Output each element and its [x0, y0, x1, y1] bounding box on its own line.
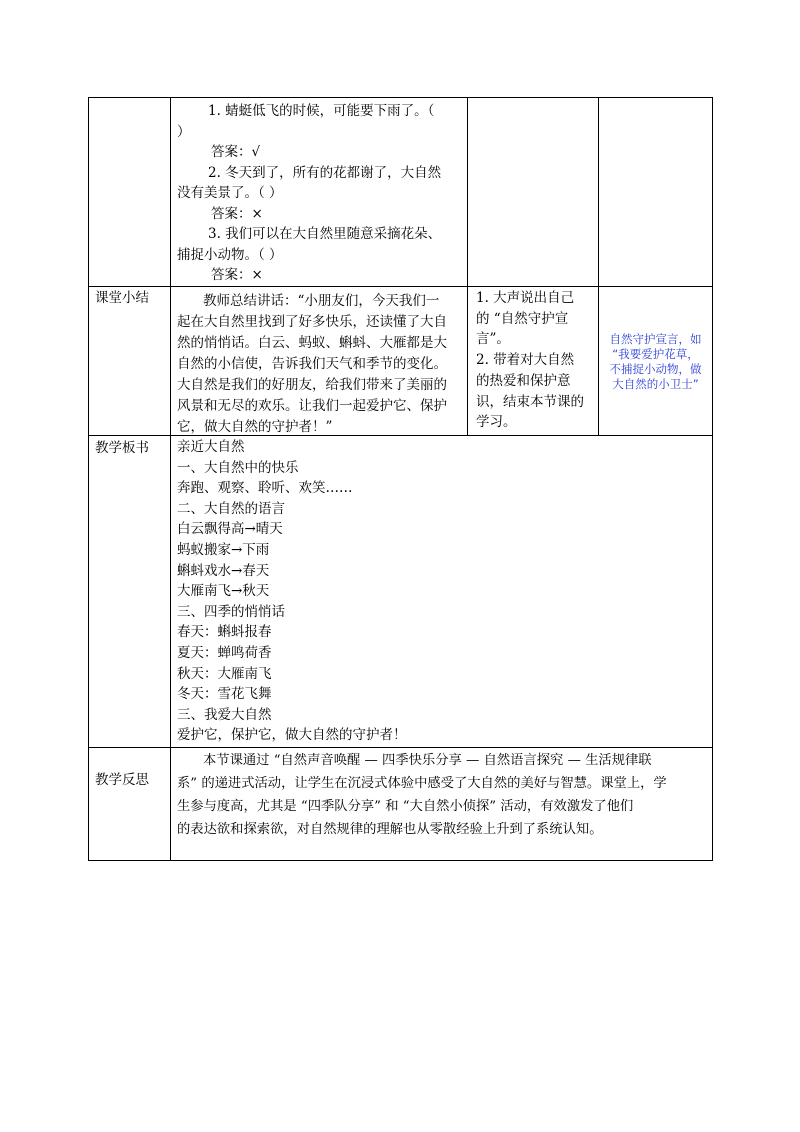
summary-line: 自然的小信使，告诉我们天气和季节的变化。 — [177, 356, 447, 372]
summary-line: 教师总结讲话：“小朋友们，今天我们一 — [203, 293, 440, 309]
quiz-line: 1. 蜻蜓低飞的时候，可能要下雨了。（ — [208, 103, 435, 119]
reflection-line: 系” 的递进式活动，让学生在沉浸式体验中感受了大自然的美好与智慧。课堂上，学 — [177, 776, 667, 791]
blackboard-content — [177, 437, 697, 746]
quiz-answer: 答案：× — [211, 267, 263, 283]
board-line: 爱护它，保护它，做大自然的守护者！ — [177, 727, 407, 744]
board-line: 二、大自然的语言 — [177, 500, 285, 517]
summary-line: 起在大自然里找到了好多快乐，还读懂了大自 — [177, 314, 447, 330]
row-label-summary: 课堂小结 — [95, 290, 149, 306]
student-line: 的热爱和保护意 — [476, 372, 571, 389]
student-line: 识，结束本节课的 — [476, 393, 584, 410]
board-line: 夏天：蝉鸣荷香 — [177, 644, 272, 661]
board-line: 三、我爱大自然 — [177, 706, 272, 723]
quiz-line: 捕捉小动物。（ ） — [177, 246, 283, 263]
reflection-content — [177, 749, 707, 841]
student-line: 1. 大声说出自己 — [476, 290, 575, 306]
reflection-line: 的表达欲和探索欲，对自然规律的理解也从零散经验上升到了系统认知。 — [177, 822, 603, 837]
teacher-summary — [177, 291, 463, 438]
lesson-plan-table — [88, 97, 713, 861]
note-line: 不捕捉小动物，做 — [609, 362, 702, 376]
board-line: 秋天：大雁南飞 — [177, 665, 272, 682]
reflection-line: 生参与度高，尤其是 “四季队分享” 和 “大自然小侦探” 活动，有效激发了他们 — [177, 799, 634, 814]
board-line: 冬天：雪花飞舞 — [177, 686, 272, 703]
board-line: 一、大自然中的快乐 — [177, 459, 299, 476]
student-line: 学习。 — [476, 414, 517, 431]
quiz-line: 2. 冬天到了，所有的花都谢了，大自然 — [208, 164, 442, 181]
student-line: 言”。 — [476, 331, 510, 348]
column-divider — [467, 98, 468, 435]
note-line: “我要爱护花草， — [612, 347, 699, 361]
row-label-reflection: 教学反思 — [95, 772, 149, 788]
board-line: 大雁南飞→秋天 — [177, 583, 270, 600]
quiz-answer: 答案：√ — [211, 144, 261, 160]
board-line: 三、四季的悄悄话 — [177, 603, 285, 620]
row-label-board: 教学板书 — [95, 440, 149, 456]
board-line: 奔跑、观察、聆听、欢笑…… — [177, 480, 353, 497]
note-line: 自然守护宣言，如 — [609, 332, 702, 346]
board-title: 亲近大自然 — [177, 439, 245, 455]
row-divider — [89, 286, 712, 287]
board-line: 蝌蚪戏水→春天 — [177, 562, 270, 579]
reflection-line: 本节课通过 “自然声音唤醒 — 四季快乐分享 — 自然语言探究 — 生活规律联 — [203, 753, 652, 768]
row-divider — [89, 747, 712, 748]
board-line: 白云飘得高→晴天 — [177, 521, 283, 538]
student-line: 的 “自然守护宣 — [476, 310, 569, 327]
quiz-line: 没有美景了。（ ） — [177, 185, 283, 201]
summary-line: 大自然是我们的好朋友，给我们带来了美丽的 — [177, 377, 447, 393]
design-note — [599, 332, 712, 392]
summary-line: 风景和无尽的欢乐。让我们一起爱护它、保护 — [177, 398, 447, 414]
quiz-line: 3. 我们可以在大自然里随意采摘花朵、 — [208, 226, 442, 242]
column-divider — [170, 98, 171, 860]
summary-line: 然的悄悄话。白云、蚂蚁、蝌蚪、大雁都是大 — [177, 335, 447, 351]
quiz-answer: 答案：× — [211, 205, 263, 222]
board-line: 蚂蚁搬家→下雨 — [177, 541, 270, 558]
board-line: 春天：蝌蚪报春 — [177, 624, 272, 641]
student-activity — [476, 288, 594, 433]
summary-line: 它，做大自然的守护者！” — [177, 419, 333, 435]
student-line: 2. 带着对大自然 — [476, 352, 575, 369]
quiz-line: ） — [177, 123, 191, 140]
quiz-content — [177, 101, 463, 286]
note-line: 大自然的小卫士” — [612, 377, 699, 391]
